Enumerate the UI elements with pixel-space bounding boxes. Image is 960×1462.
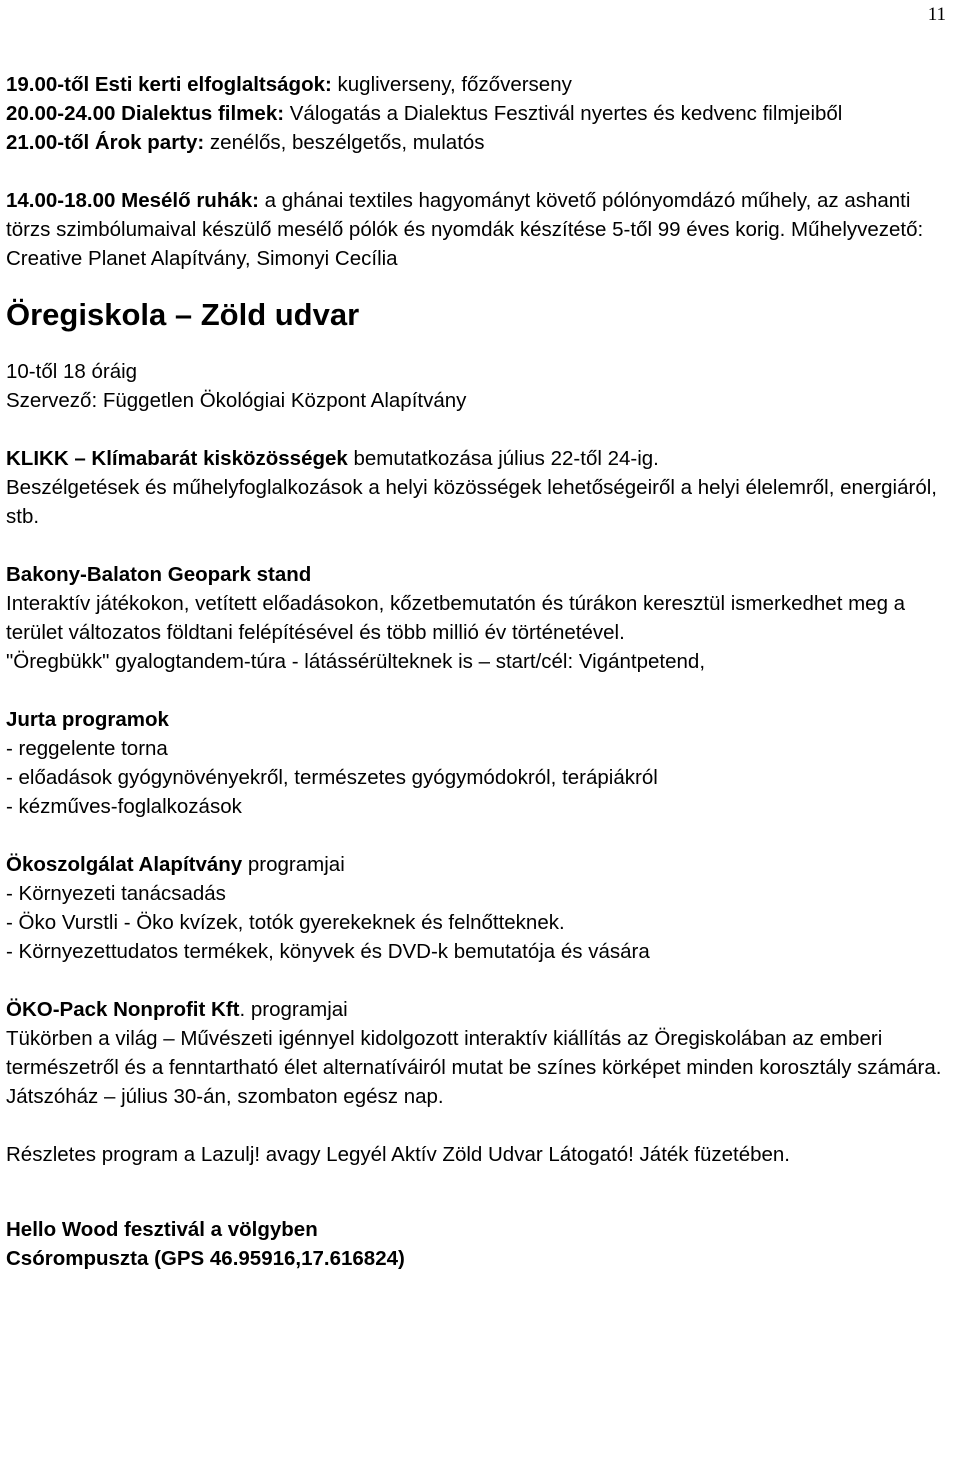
workshop-title: 14.00-18.00 Mesélő ruhák:: [6, 189, 259, 212]
okoszolgalat-suffix: programjai: [242, 853, 345, 876]
klikk-paragraph: [6, 444, 946, 473]
hellowood-location: [6, 1244, 946, 1273]
okopack-description: Tükörben a világ – Művészeti igénnyel kidolgozott interaktív kiállítás az Öregiskolában az emberi természetről és a fenntartható élet alternatíváiról mutat be színes körképet minden korosztály számára.: [6, 1027, 942, 1079]
evening-item-2-time: 20.00-24.00 Dialektus filmek:: [6, 102, 285, 125]
workshop-paragraph: [6, 186, 946, 273]
hellowood-title-text: Hello Wood fesztivál a völgyben: [6, 1218, 318, 1241]
evening-item-1-time: 19.00-től Esti kerti elfoglaltságok:: [6, 73, 332, 96]
document-body: [6, 70, 946, 1273]
okopack-suffix: . programjai: [239, 998, 348, 1021]
okoszolgalat-item: - Öko Vurstli - Öko kvízek, totók gyerekeknek és felnőtteknek.: [6, 911, 565, 934]
okoszolgalat-name: Ökoszolgálat Alapítvány: [6, 853, 243, 876]
okopack-title: [6, 995, 946, 1024]
jurta-title: [6, 705, 946, 734]
opening-hours: 10-től 18 óráig: [6, 360, 138, 383]
klikk-description: Beszélgetések és műhelyfoglalkozások a helyi közösségek lehetőségeiről a helyi élelemről, energiáról, stb.: [6, 476, 937, 528]
okopack-extra: Játszóház – július 30-án, szombaton egész nap.: [6, 1085, 444, 1108]
evening-item-1: [6, 70, 946, 99]
jurta-item: - reggelente torna: [6, 737, 168, 760]
jurta-item: - kézműves-foglalkozások: [6, 795, 242, 818]
geopark-title: [6, 560, 946, 589]
klikk-dates: bemutatkozása július 22-től 24-ig.: [347, 447, 659, 470]
evening-item-2: [6, 99, 946, 128]
jurta-item: - előadások gyógynövényekről, természetes gyógymódokról, terápiákról: [6, 766, 658, 789]
jurta-title-text: Jurta programok: [6, 708, 169, 731]
okopack-name: ÖKO-Pack Nonprofit Kft: [6, 998, 240, 1021]
section-title: Öregiskola – Zöld udvar: [6, 297, 360, 332]
evening-item-2-text: Válogatás a Dialektus Fesztivál nyertes és kedvenc filmjeiből: [284, 102, 843, 125]
page-number: 11: [927, 4, 946, 25]
details-paragraph: Részletes program a Lazulj! avagy Legyél Aktív Zöld Udvar Látogató! Játék füzetében.: [6, 1143, 790, 1166]
geopark-description: Interaktív játékokon, vetített előadásokon, kőzetbemutatón és túrákon keresztül ismerkedhet meg a terület változatos földtani felépítésével és több millió év történetével.: [6, 592, 906, 644]
evening-item-3: [6, 128, 946, 157]
organizer: Szervező: Független Ökológiai Központ Alapítvány: [6, 389, 467, 412]
klikk-title: KLIKK – Klímabarát kisközösségek: [6, 447, 348, 470]
okoszolgalat-title: [6, 850, 946, 879]
evening-item-3-text: zenélős, beszélgetős, mulatós: [204, 131, 485, 154]
workshop-text: a ghánai textiles hagyományt követő pólónyomdázó műhely, az ashanti törzs szimbólumaival készülő mesélő pólók és nyomdák készítése 5-től 99 éves korig. Műhelyvezető: Creative Planet Alapítvány, Simonyi Cecília: [6, 189, 924, 270]
evening-item-3-time: 21.00-től Árok party:: [6, 131, 205, 154]
hellowood-title: [6, 1215, 946, 1244]
geopark-title-text: Bakony-Balaton Geopark stand: [6, 563, 312, 586]
okoszolgalat-item: - Környezettudatos termékek, könyvek és DVD-k bemutatója és vására: [6, 940, 650, 963]
okoszolgalat-item: - Környezeti tanácsadás: [6, 882, 226, 905]
evening-item-1-text: kugliverseny, főzőverseny: [331, 73, 572, 96]
hellowood-location-text: Csórompuszta (GPS 46.95916,17.616824): [6, 1247, 405, 1270]
geopark-tour: "Öregbükk" gyalogtandem-túra - látássérülteknek is – start/cél: Vigántpetend,: [6, 650, 706, 673]
